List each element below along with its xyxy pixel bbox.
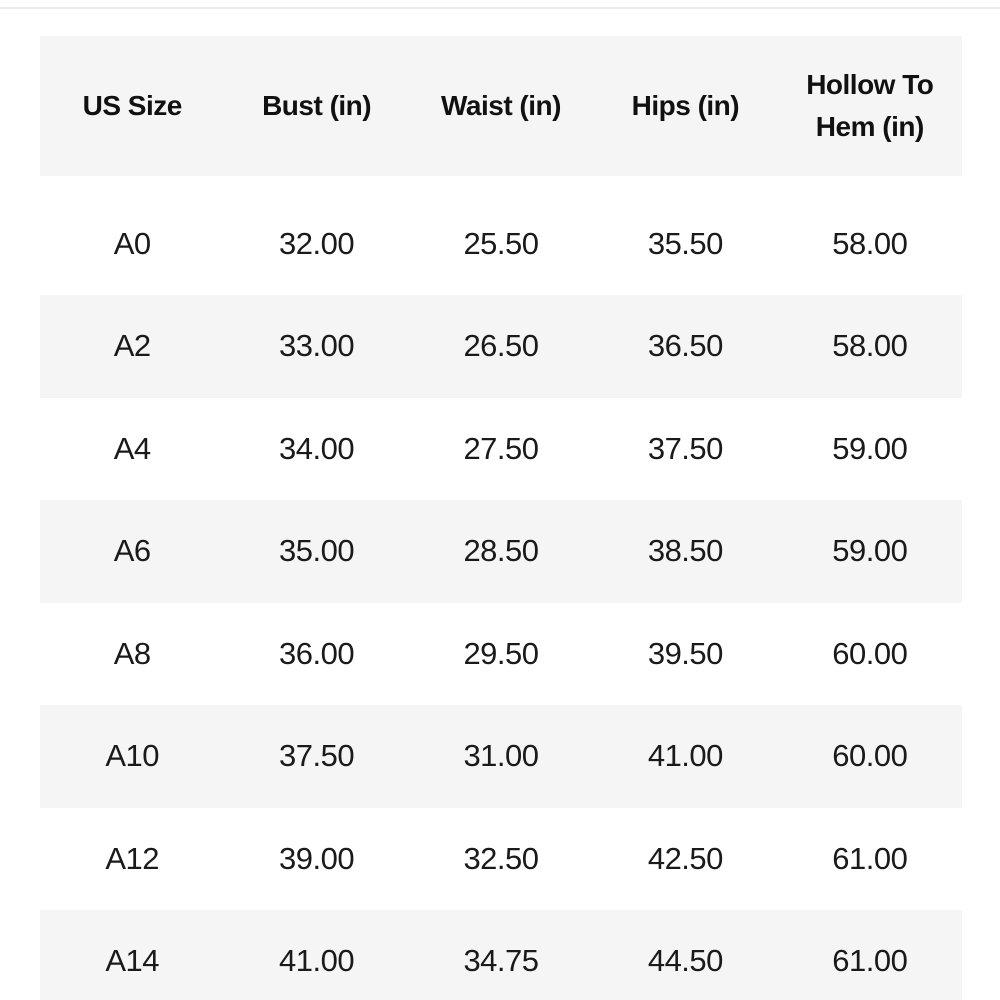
header-hollow-to-hem: Hollow To Hem (in) (806, 69, 934, 142)
cell-bust: 36.00 (279, 635, 355, 671)
cell-us-size: A2 (113, 328, 151, 364)
cell-us-size: A8 (113, 635, 151, 671)
cell-bust: 32.00 (279, 225, 355, 261)
cell-hips: 37.50 (647, 430, 723, 466)
cell-hips: 36.50 (647, 328, 723, 364)
cell-us-size: A10 (105, 738, 160, 774)
cell-us-size: A0 (113, 225, 151, 261)
cell-hips: 39.50 (647, 635, 723, 671)
cell-us-size: A14 (105, 943, 160, 979)
cell-bust: 33.00 (279, 328, 355, 364)
table-body (40, 176, 962, 1000)
cell-hollow-to-hem: 61.00 (832, 943, 908, 979)
cell-hips: 35.50 (647, 225, 723, 261)
cell-hips: 38.50 (647, 533, 723, 569)
cell-hollow-to-hem: 60.00 (832, 635, 908, 671)
header-waist: Waist (in) (441, 90, 561, 121)
cell-hips: 42.50 (647, 840, 723, 876)
cell-hollow-to-hem: 61.00 (832, 840, 908, 876)
cell-bust: 37.50 (279, 738, 355, 774)
cell-hollow-to-hem: 59.00 (832, 430, 908, 466)
cell-bust: 41.00 (279, 943, 355, 979)
table-row (40, 910, 962, 1000)
cell-waist: 26.50 (463, 328, 539, 364)
cell-waist: 32.50 (463, 840, 539, 876)
table-row (40, 808, 962, 911)
table-row (40, 176, 962, 295)
cell-bust: 39.00 (279, 840, 355, 876)
top-divider (0, 7, 1000, 9)
cell-bust: 34.00 (279, 430, 355, 466)
cell-bust: 35.00 (279, 533, 355, 569)
cell-hips: 44.50 (647, 943, 723, 979)
cell-hollow-to-hem: 59.00 (832, 533, 908, 569)
cell-hollow-to-hem: 58.00 (832, 328, 908, 364)
size-chart-table (40, 36, 962, 1000)
cell-waist: 27.50 (463, 430, 539, 466)
cell-waist: 28.50 (463, 533, 539, 569)
cell-hips: 41.00 (647, 738, 723, 774)
cell-us-size: A12 (105, 840, 160, 876)
table-header (40, 36, 962, 176)
table-row (40, 398, 962, 501)
table-row (40, 603, 962, 706)
header-hips: Hips (in) (631, 90, 740, 121)
table-row (40, 705, 962, 808)
cell-us-size: A4 (113, 430, 151, 466)
table-row (40, 500, 962, 603)
cell-us-size: A6 (113, 533, 151, 569)
header-us-size: US Size (82, 90, 182, 121)
cell-waist: 25.50 (463, 225, 539, 261)
header-row (40, 36, 962, 176)
cell-waist: 29.50 (463, 635, 539, 671)
cell-hollow-to-hem: 60.00 (832, 738, 908, 774)
table-row (40, 295, 962, 398)
cell-waist: 34.75 (463, 943, 539, 979)
header-bust: Bust (in) (262, 90, 372, 121)
cell-hollow-to-hem: 58.00 (832, 225, 908, 261)
cell-waist: 31.00 (463, 738, 539, 774)
